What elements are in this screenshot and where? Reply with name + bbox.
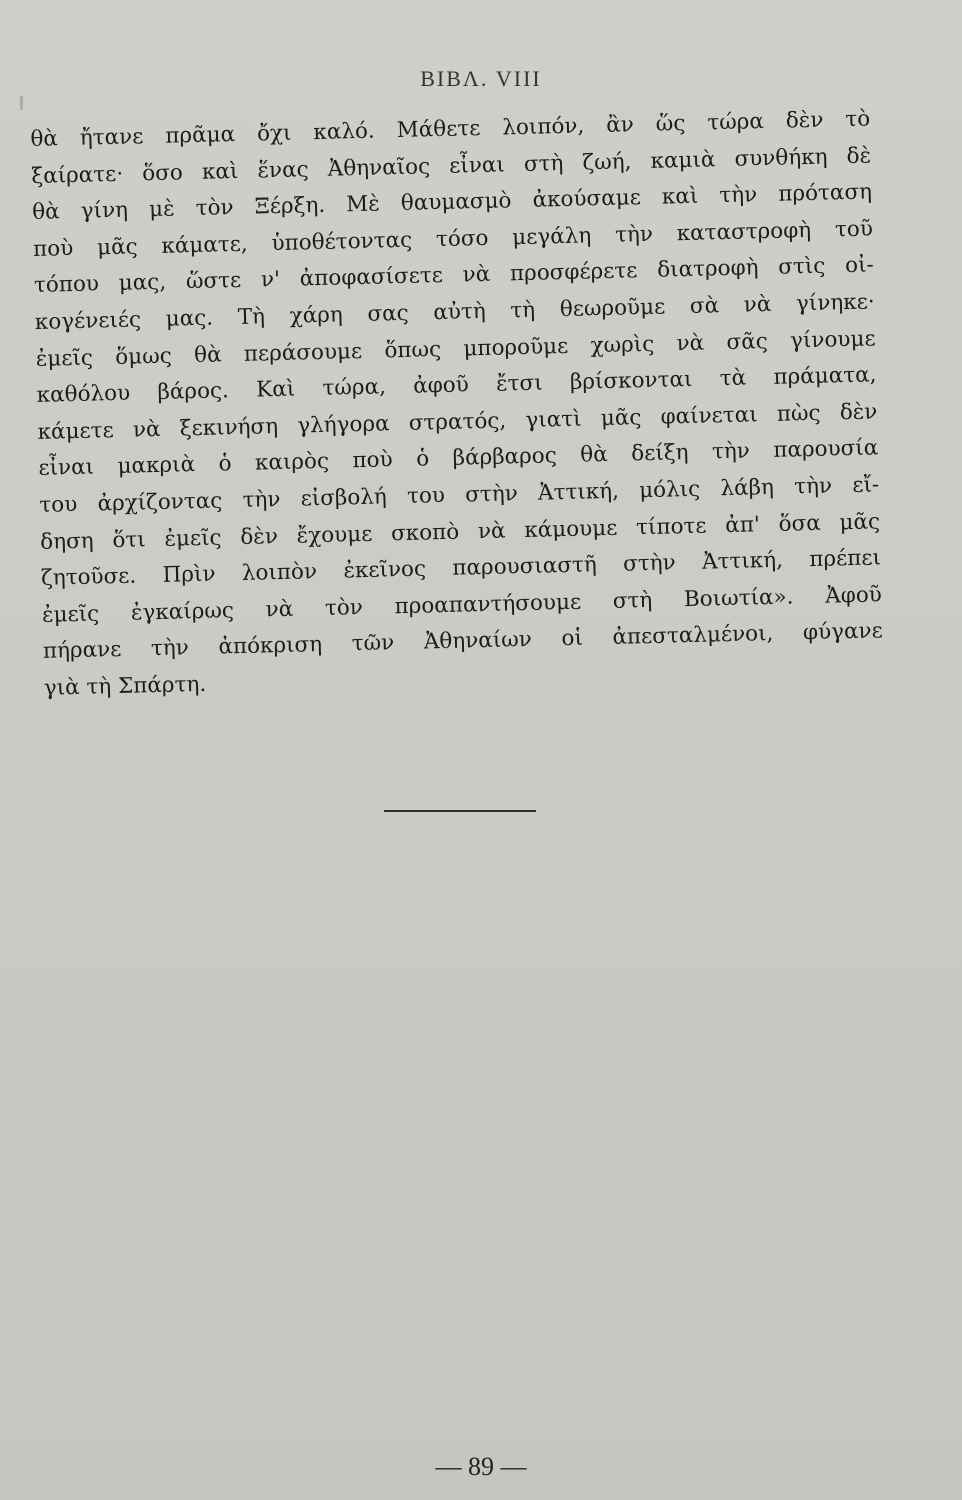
text-line: θὰ ἤτανε πρᾶμα ὄχι καλό. Μάθετε λοιπόν, ἂν ὥς τώρα δὲν τὸ — [30, 106, 871, 152]
text-line: εἶναι μακριὰ ὁ καιρὸς ποὺ ὁ βάρβαρος θὰ δείξη τὴν παρουσία — [38, 435, 879, 482]
text-line: ζητοῦσε. Πρὶν λοιπὸν ἐκεῖνος παρουσιαστῆ στὴν Ἀττική, πρέπει — [40, 545, 882, 591]
text-line: κάμετε νὰ ξεκινήση γλήγορα στρατός, γιατὶ μᾶς φαίνεται πὼς δὲν — [37, 399, 878, 445]
text-line: ποὺ μᾶς κάματε, ὑποθέτοντας τόσο μεγάλη τὴν καταστροφὴ τοῦ — [32, 216, 874, 262]
text-line: πήρανε τὴν ἀπόκριση τῶν Ἀθηναίων οἱ ἀπεσταλμένοι, φύγανε — [42, 618, 883, 665]
text-line: καθόλου βάρος. Καὶ τώρα, ἀφοῦ ἔτσι βρίσκονται τὰ πράματα, — [36, 362, 877, 409]
text-line: ἐμεῖς ἐγκαίρως νὰ τὸν προαπαντήσουμε στὴ Βοιωτία». Ἀφοῦ — [41, 582, 883, 628]
text-line: θὰ γίνη μὲ τὸν Ξέρξη. Μὲ θαυμασμὸ ἀκούσαμε καὶ τὴν πρόταση — [31, 179, 873, 226]
text-line: ξαίρατε· ὅσο καὶ ἕνας Ἀθηναῖος εἶναι στὴ ζωή, καμιὰ συνθήκη δὲ — [31, 143, 872, 189]
text-line: δηση ὅτι ἐμεῖς δὲν ἔχουμε σκοπὸ νὰ κάμουμε τίποτε ἀπ' ὅσα μᾶς — [39, 508, 881, 555]
page-number: — 89 — — [435, 1452, 527, 1481]
text-line: του ἀρχίζοντας τὴν εἰσβολή του στὴν Ἀττική, μόλις λάβη τὴν εἴ- — [39, 472, 880, 518]
text-line-last: γιὰ τὴ Σπάρτη. — [43, 671, 207, 701]
running-head: BIBΛ. VIII — [420, 66, 542, 91]
section-divider — [384, 810, 536, 812]
body-text — [30, 101, 884, 707]
text-line: κογένειές μας. Τὴ χάρη σας αὐτὴ τὴ θεωροῦμε σὰ νὰ γίνηκε· — [34, 289, 875, 335]
margin-mark — [20, 96, 23, 110]
text-line: ἐμεῖς ὅμως θὰ περάσουμε ὅπως μποροῦμε χωρὶς νὰ σᾶς γίνουμε — [35, 325, 876, 372]
text-line: τόπου μας, ὥστε ν' ἀποφασίσετε νὰ προσφέρετε διατροφὴ στὶς οἰ- — [33, 252, 875, 299]
